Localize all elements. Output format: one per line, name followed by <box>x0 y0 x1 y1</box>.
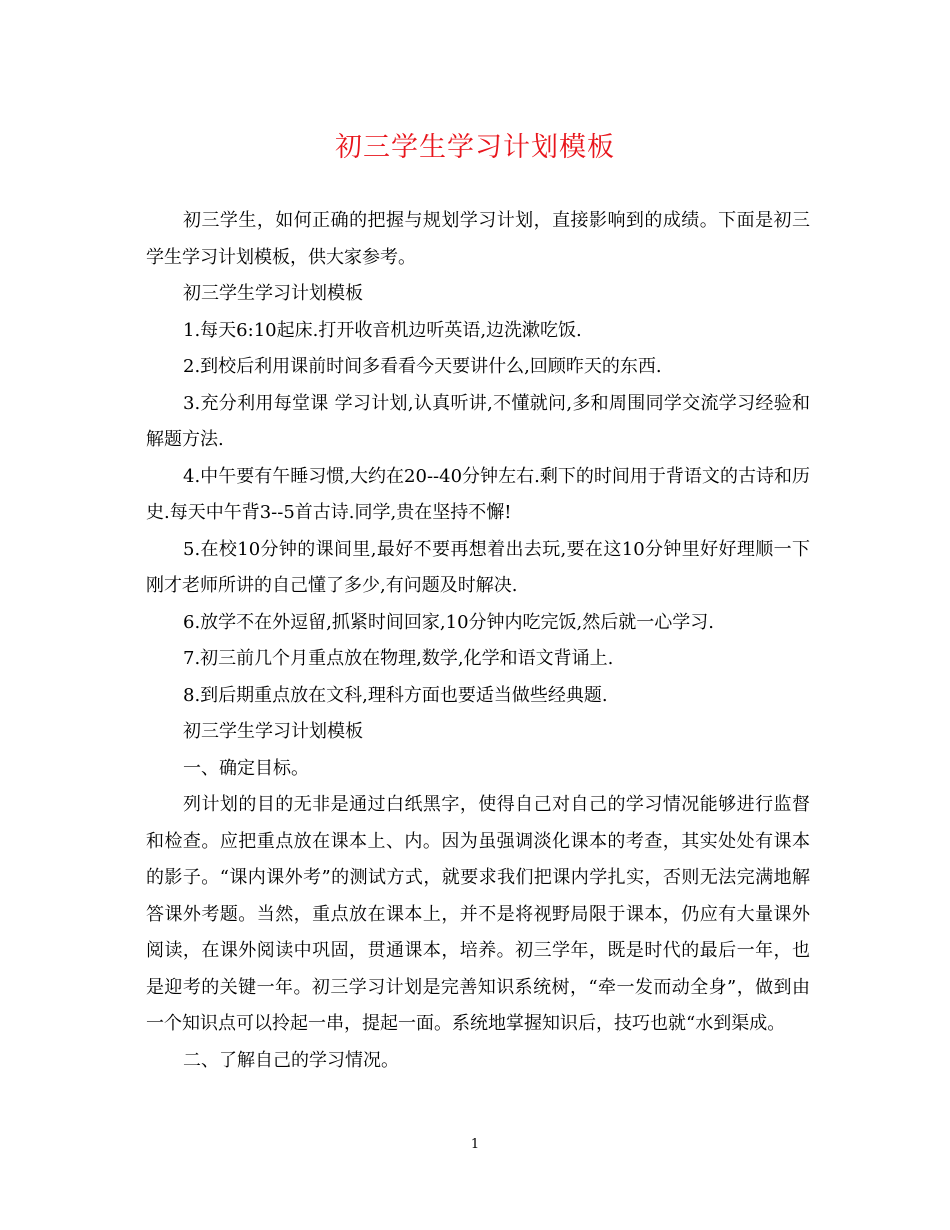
paragraph-goals: 列计划的目的无非是通过白纸黑字，使得自己对自己的学习情况能够进行监督和检查。应把重点放在课本上、内。因为虽强调淡化课本的考查，其实处处有课本的影子。“课内课外考”的测试方式，就要求我们把课内学扎实，否则无法完满地解答课外考题。当然，重点放在课本上，并不是将视野局限于课本，仍应有大量课外阅读，在课外阅读中巩固，贯通课本，培养。初三学年，既是时代的最后一年，也是迎考的关键一年。初三学习计划是完善知识系统树，“牵一发而动全身”，做到由一个知识点可以拎起一串，提起一面。系统地掌握知识后，技巧也就“水到渠成。 <box>146 794 810 1034</box>
paragraph-item-5: 5.在校10分钟的课间里,最好不要再想着出去玩,要在这10分钟里好好理顺一下刚才老师所讲的自己懂了多少,有问题及时解决. <box>146 538 810 596</box>
paragraph-heading: 初三学生学习计划模板 <box>183 283 363 304</box>
paragraph-item-4: 4.中午要有午睡习惯,大约在20--40分钟左右.剩下的时间用于背语文的古诗和历史.每天中午背3--5首古诗.同学,贵在坚持不懈! <box>146 465 810 523</box>
section-heading-2: 二、了解自己的学习情况。 <box>183 1049 399 1071</box>
paragraph-item-7: 7.初三前几个月重点放在物理,数学,化学和语文背诵上. <box>183 648 614 669</box>
document-body <box>146 203 810 1079</box>
paragraph-item-2: 2.到校后利用课前时间多看看今天要讲什么,回顾昨天的东西. <box>183 356 662 377</box>
paragraph-item-6: 6.放学不在外逗留,抓紧时间回家,10分钟内吃完饭,然后就一心学习. <box>183 611 714 633</box>
paragraph-item-1: 1.每天6:10起床.打开收音机边听英语,边洗漱吃饭. <box>183 319 582 341</box>
document-title: 初三学生学习计划模板 <box>335 132 615 163</box>
paragraph-item-8: 8.到后期重点放在文科,理科方面也要适当做些经典题. <box>183 684 608 706</box>
section-heading-1: 一、确定目标。 <box>183 757 309 779</box>
paragraph-item-3: 3.充分利用每堂课 学习计划,认真听讲,不懂就问,多和周围同学交流学习经验和解题方法. <box>146 392 810 450</box>
page-number: 1 <box>470 1137 480 1152</box>
paragraph-heading-2: 初三学生学习计划模板 <box>183 721 363 742</box>
paragraph-intro: 初三学生，如何正确的把握与规划学习计划，直接影响到的成绩。下面是初三学生学习计划模板，供大家参考。 <box>146 210 810 268</box>
